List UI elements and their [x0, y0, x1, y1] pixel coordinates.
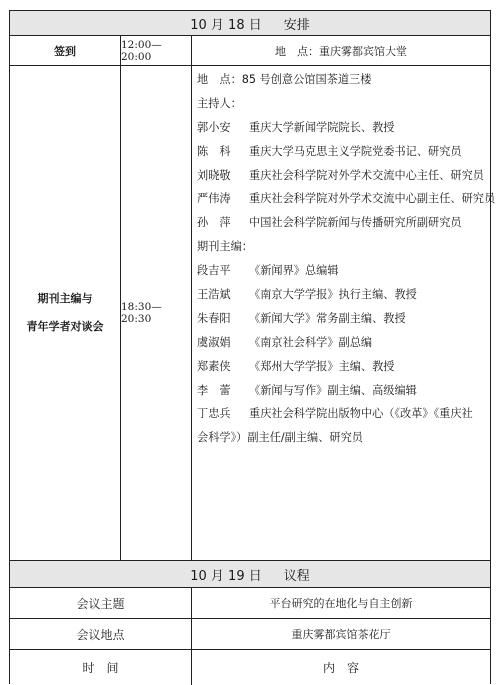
hosts-label: 主持人： — [197, 96, 242, 110]
host-role: 重庆大学新闻学院院长、教授 — [249, 120, 395, 134]
theme-label: 会议主题 — [76, 596, 125, 611]
editor-name: 段吉平 — [197, 264, 231, 278]
column-header-row — [10, 650, 490, 685]
editor-name: 朱春阳 — [197, 311, 231, 325]
theme-row — [10, 588, 490, 619]
host-item — [197, 164, 490, 188]
host-name: 孙 萍 — [197, 216, 231, 230]
editor-item — [197, 307, 490, 331]
editors-label: 期刊主编： — [197, 240, 253, 254]
editor-item — [197, 379, 490, 403]
editor-name: 李 蕾 — [197, 383, 231, 397]
forum-details — [191, 66, 496, 450]
venue-row — [10, 619, 490, 650]
editor-item-continued: 会科学》）副主任/副主编、研究员 — [197, 431, 363, 445]
forum-time: 18:30—20:30 — [120, 66, 191, 560]
signin-place: 地 点：重庆雾都宾馆大堂 — [191, 36, 490, 65]
editor-name: 郑素侠 — [197, 359, 231, 373]
editor-role: 《南京大学学报》执行主编、教授 — [249, 288, 417, 302]
editor-name: 丁忠兵 — [197, 407, 231, 421]
day2-title: 议程 — [283, 568, 310, 584]
editor-role: 重庆社会科学院出版物中心（《改革》《重庆社 — [249, 407, 473, 421]
editor-item — [197, 283, 490, 307]
day1-header — [10, 11, 490, 36]
signin-row — [10, 36, 490, 66]
signin-label: 签到 — [54, 44, 76, 58]
venue-label: 会议地点 — [76, 627, 125, 642]
host-role: 重庆大学马克思主义学院党委书记、研究员 — [249, 144, 462, 158]
day2-header — [10, 561, 490, 588]
host-item — [197, 116, 490, 140]
forum-place: 地 点：85 号创意公馆国茶道三楼 — [197, 73, 372, 86]
time-column-header: 时 间 — [82, 661, 119, 675]
host-name: 刘晓敬 — [197, 168, 231, 182]
day1-date: 10 月 18 日 — [190, 17, 262, 33]
host-name: 陈 科 — [197, 144, 231, 158]
editor-item — [197, 402, 490, 426]
forum-label — [10, 66, 120, 560]
forum-row — [10, 66, 496, 561]
forum-label-line1: 期刊主编与 — [37, 292, 93, 305]
host-item — [197, 211, 490, 235]
host-role: 重庆社会科学院对外学术交流中心副主任、研究员 — [249, 192, 496, 206]
host-role: 中国社会科学院新闻与传播研究所副研究员 — [249, 216, 462, 230]
signin-time: 12:00—20:00 — [120, 36, 191, 65]
editor-role: 《新闻界》总编辑 — [249, 264, 339, 278]
content-column-header: 内 容 — [191, 650, 490, 685]
host-item — [197, 140, 490, 164]
venue-value: 重庆雾都宾馆茶花厅 — [191, 619, 490, 649]
editor-item — [197, 355, 490, 379]
host-item — [197, 187, 496, 211]
forum-label-line2: 青年学者对谈会 — [26, 320, 104, 333]
editor-item — [197, 331, 490, 355]
theme-value: 平台研究的在地化与自主创新 — [191, 588, 490, 618]
day2-date: 10 月 19 日 — [190, 568, 262, 584]
editor-item — [197, 259, 490, 283]
host-role: 重庆社会科学院对外学术交流中心主任、研究员 — [249, 168, 484, 182]
host-name: 郭小安 — [197, 120, 231, 134]
editor-name: 虞淑娟 — [197, 335, 231, 349]
schedule-table — [9, 10, 496, 684]
host-name: 严伟涛 — [197, 192, 231, 206]
editor-name: 王浩斌 — [197, 288, 231, 302]
day1-title: 安排 — [283, 17, 310, 33]
editor-role: 《郑州大学学报》主编、教授 — [249, 359, 395, 373]
editor-role: 《南京社会科学》副总编 — [249, 335, 373, 349]
editor-role: 《新闻大学》常务副主编、教授 — [249, 311, 406, 325]
editor-role: 《新闻与写作》副主编、高级编辑 — [249, 383, 417, 397]
